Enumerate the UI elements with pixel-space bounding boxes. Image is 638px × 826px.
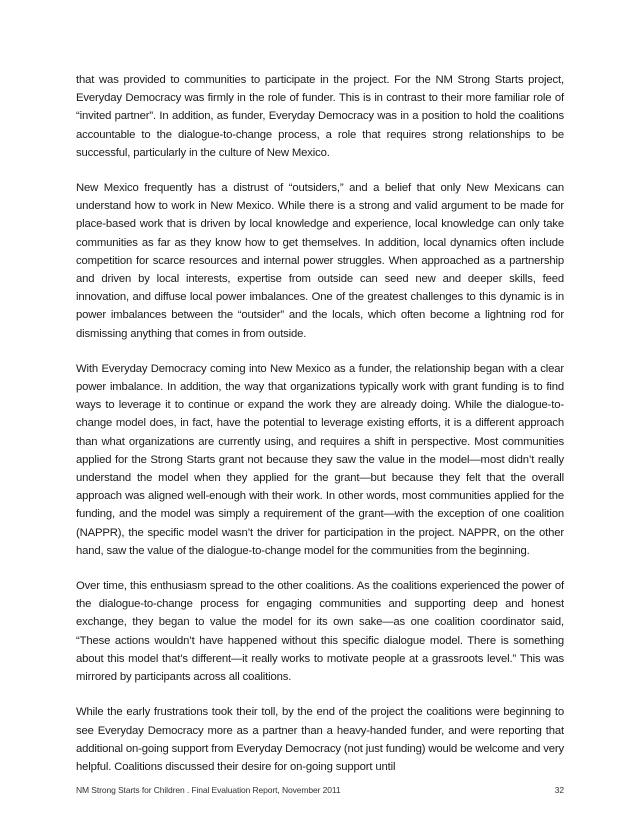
paragraph: While the early frustrations took their toll, by the end of the project the coalitions were beginning to see Everyday Democracy more as a partner than a heavy-handed funder, and were reporting that additional on-going support from Everyday Democracy (not just funding) would be welcome and very helpful. Coalitions discussed their desire for on-going support until xyxy=(76,706,564,773)
footer-title: NM Strong Starts for Children . Final Evaluation Report, November 2011 xyxy=(76,785,341,795)
paragraph: that was provided to communities to participate in the project. For the NM Strong Starts project, Everyday Democracy was firmly in the role of funder. This is in contrast to their more familiar role of “invited partner”. In addition, as funder, Everyday Democracy was in a position to hold the coalitions accountable to the dialogue-to-change process, a role that requires strong relationships to be successful, particularly in the culture of New Mexico. xyxy=(76,74,564,159)
page-number: 32 xyxy=(554,785,564,795)
paragraph: With Everyday Democracy coming into New Mexico as a funder, the relationship began with a clear power imbalance. In addition, the way that organizations typically work with grant funding is to find ways to leverage it to continue or expand the work they are already doing. While the dialogue-to-change model does, in fact, have the potential to leverage existing efforts, it is a different approach than what organizations are currently using, and requires a shift in perspective. Most communities applied for the Strong Starts grant not because they saw the value in the model—most didn’t really understand the model when they applied for the grant—but because they felt that the overall approach was aligned well-enough with their work. In other words, most communities applied for the funding, and the model was simply a requirement of the grant—with the exception of one coalition (NAPPR), the specific model wasn’t the driver for participation in the project. NAPPR, on the other hand, saw the value of the dialogue-to-change model for the communities from the beginning. xyxy=(76,362,564,557)
page-footer xyxy=(76,785,564,795)
paragraph: Over time, this enthusiasm spread to the other coalitions. As the coalitions experienced the power of the dialogue-to-change process for engaging communities and supporting deep and honest exchange, they began to value the model for its own sake—as one coalition coordinator said, “These actions wouldn’t have happened without this specific dialogue model. There is something about this model that’s different—it really works to motivate people at a grassroots level.” This was mirrored by participants across all coalitions. xyxy=(76,580,564,684)
body-text xyxy=(76,71,564,793)
paragraph: New Mexico frequently has a distrust of “outsiders,” and a belief that only New Mexicans can understand how to work in New Mexico. While there is a strong and valid argument to be made for place-based work that is driven by local knowledge and experience, local knowledge can only take communities as far as they know how to get themselves. In addition, local dynamics often include competition for scarce resources and internal power struggles. When approached as a partnership and driven by local interests, expertise from outside can seed new and deeper skills, feed innovation, and diffuse local power imbalances. One of the greatest challenges to this dynamic is in power imbalances between the “outsider” and the locals, which often become a lightning rod for dismissing anything that comes in from outside. xyxy=(76,182,564,340)
